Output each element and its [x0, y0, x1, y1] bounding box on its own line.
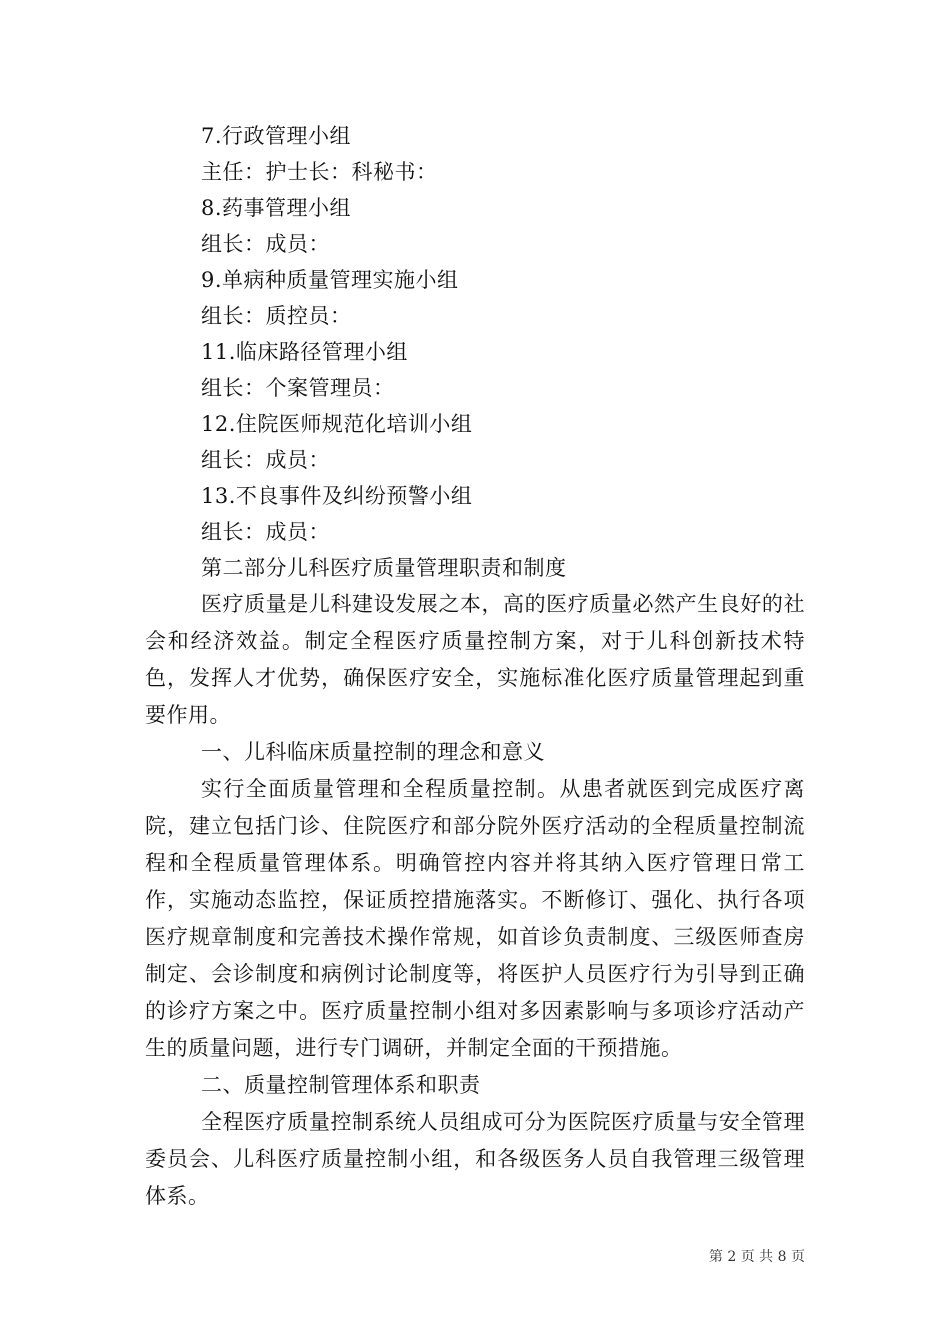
pharmacy-group-roles: 组长：成员：	[201, 232, 330, 256]
heading-clinical-pathway-group: 11.临床路径管理小组	[201, 340, 408, 364]
paragraph-quality-intro: 医疗质量是儿科建设发展之本，高的医疗质量必然产生良好的社会和经济效益。制定全程医疗质量控制方案，对于儿科创新技术特色，发挥人才优势，确保医疗安全，实施标准化医疗质量管理起到重要作用。	[145, 592, 805, 727]
admin-group-roles: 主任：护士长：科秘书：	[201, 160, 438, 184]
subheading-management-system: 二、质量控制管理体系和职责	[201, 1073, 481, 1097]
clinical-pathway-group-roles: 组长：个案管理员：	[201, 376, 395, 400]
heading-single-disease-group: 9.单病种质量管理实施小组	[201, 268, 459, 292]
section-heading-part-two: 第二部分儿科医疗质量管理职责和制度	[201, 556, 567, 580]
heading-resident-training-group: 12.住院医师规范化培训小组	[201, 412, 473, 436]
document-body	[145, 118, 805, 1215]
paragraph-system-composition: 全程医疗质量控制系统人员组成可分为医院医疗质量与安全管理委员会、儿科医疗质量控制小组，和各级医务人员自我管理三级管理体系。	[145, 1110, 805, 1208]
page-number: 第 2 页 共 8 页	[708, 1249, 805, 1265]
subheading-concept-significance: 一、儿科临床质量控制的理念和意义	[201, 740, 545, 764]
adverse-event-group-roles: 组长：成员：	[201, 520, 330, 544]
resident-training-group-roles: 组长：成员：	[201, 448, 330, 472]
heading-pharmacy-group: 8.药事管理小组	[201, 196, 352, 220]
single-disease-group-roles: 组长：质控员：	[201, 304, 352, 328]
paragraph-full-quality-management: 实行全面质量管理和全程质量控制。从患者就医到完成医疗离院，建立包括门诊、住院医疗和部分院外医疗活动的全程质量控制流程和全程质量管理体系。明确管控内容并将其纳入医疗管理日常工作，实施动态监控，保证质控措施落实。不断修订、强化、执行各项医疗规章制度和完善技术操作常规，如首诊负责制度、三级医师查房制定、会诊制度和病例讨论制度等，将医护人员医疗行为引导到正确的诊疗方案之中。医疗质量控制小组对多因素影响与多项诊疗活动产生的质量问题，进行专门调研，并制定全面的干预措施。	[145, 777, 805, 1060]
heading-adverse-event-group: 13.不良事件及纠纷预警小组	[201, 484, 473, 508]
heading-admin-group: 7.行政管理小组	[201, 124, 352, 148]
